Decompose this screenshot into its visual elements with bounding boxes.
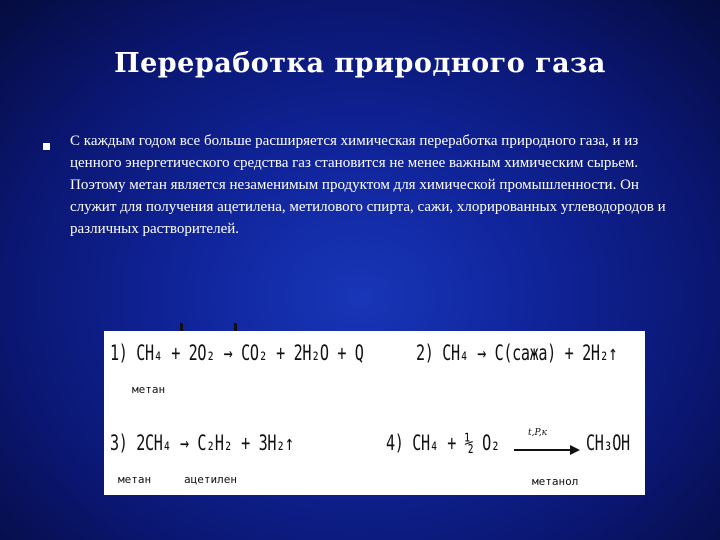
equation-2: 2) CH₄ → C(сажа) + 2H₂↑ [416,341,618,365]
bullet-paragraph: С каждым годом все больше расширяется химическая переработка природного газа, и из ценного энергетического средства газ становится не менее важным химическим сырьем. Поэтому метан является незаменимым продуктом для химической промышленности. Он служит для получения ацетилена, метилового спирта, сажи, хлорированных углеводородов и различных растворителей. [70,133,666,237]
slide-title: Переработка природного газа [114,48,606,79]
equation-4-left: 4) CH₄ + ½ O₂ [386,431,500,455]
equation-3-label-methane: метан [118,473,152,486]
reaction-arrow-icon [570,445,580,455]
equation-4-product: CH₃OH [586,431,630,455]
panel-artifact-mark [180,323,183,331]
equations-image [104,331,645,495]
equation-3: 3) 2CH₄ → C₂H₂ + 3H₂↑ [110,431,294,455]
bullet-marker [43,143,50,150]
equation-1: 1) CH₄ + 2O₂ → CO₂ + 2H₂O + Q [110,341,364,365]
reaction-arrow-line [514,449,572,451]
panel-artifact-mark [234,323,237,331]
equation-1-label: метан [132,383,166,396]
equation-3-label-acetylene: ацетилен [184,473,237,486]
equation-4-condition: t,P,к [528,428,547,438]
equation-4-label: метанол [532,475,579,488]
